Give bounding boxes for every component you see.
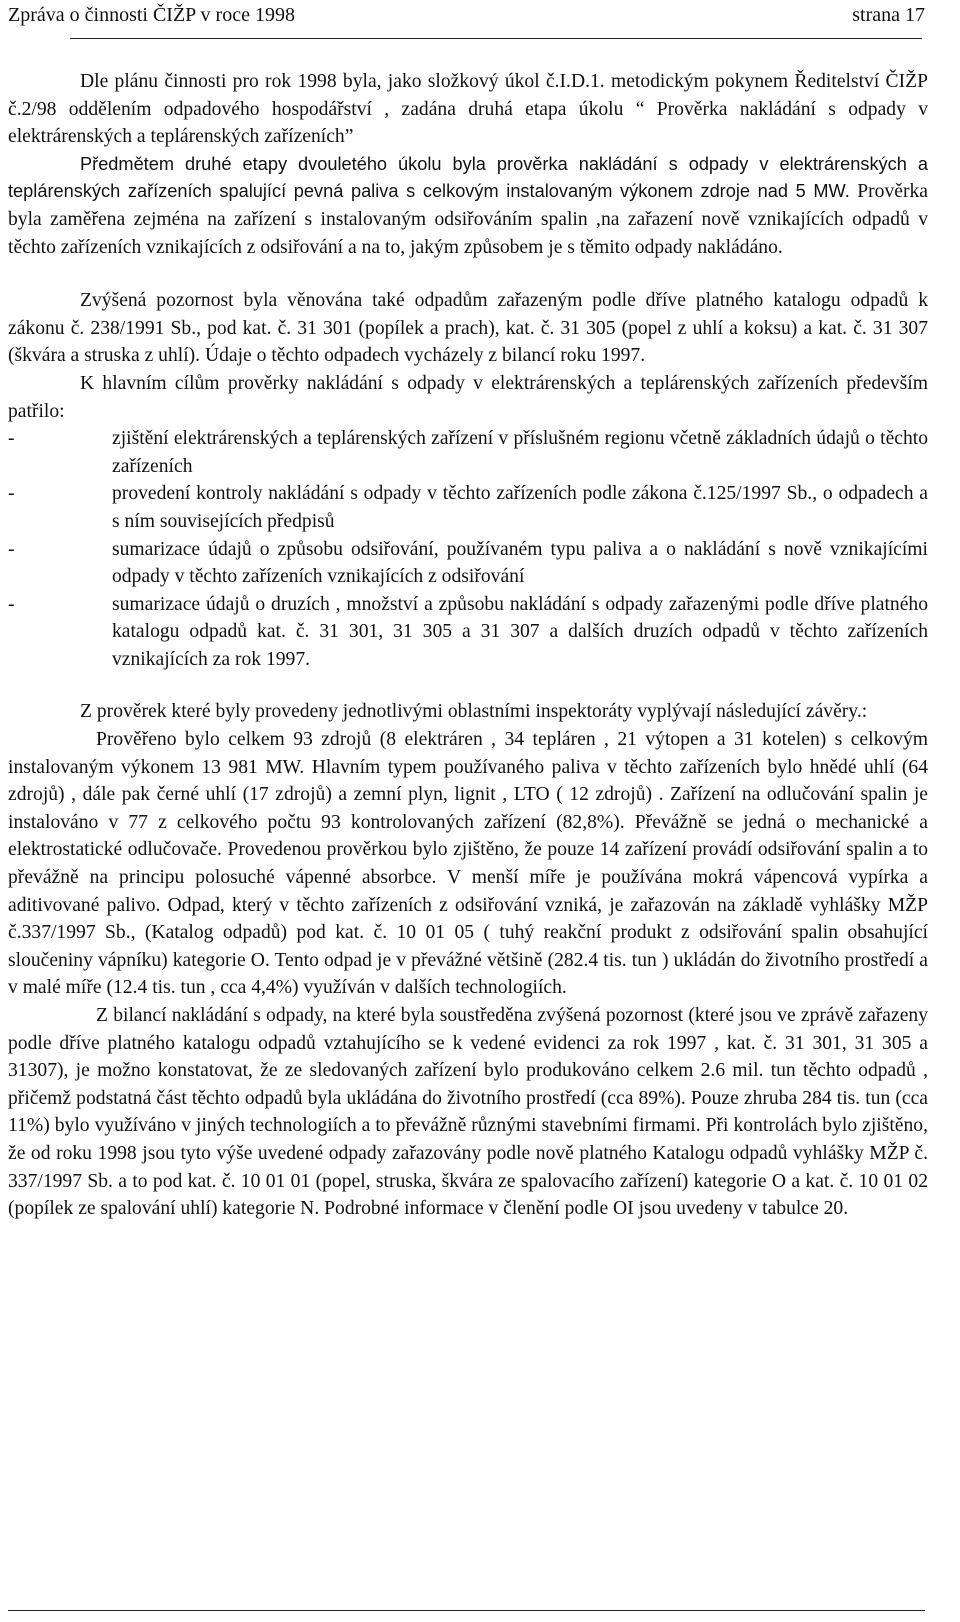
- list-item-text: sumarizace údajů o způsobu odsiřování, používaném typu paliva a o nakládání s nově vznikajícími odpady v těchto zařízeních vznikajících z odsiřování: [112, 538, 928, 588]
- paragraph-goals-intro: K hlavním cílům prověrky nakládání s odpady v elektrárenských a teplárenských zařízeních především patřilo:: [8, 372, 928, 422]
- list-dash: -: [8, 538, 15, 560]
- page-header: [8, 4, 925, 26]
- paragraph-attention: Zvýšená pozornost byla věnována také odpadům zařazeným podle dříve platného katalogu odpadů k zákonu č. 238/1991 Sb., pod kat. č. 31 301 (popílek a prach), kat. č. 31 305 (popel z uhlí a koksu) a kat. č. 31 307 (škvára a struska z uhlí). Údaje o těchto odpadech vycházely z bilancí roku 1997.: [8, 290, 928, 367]
- list-item-text: zjištění elektrárenských a teplárenských zařízení v příslušném regionu včetně základních údajů o těchto zařízeních: [112, 428, 928, 477]
- paragraph-subject-sans: Předmětem druhé etapy dvouletého úkolu byla prověrka nakládání s odpady v elektrárenských a teplárenských zařízeních spalující pevná paliva s celkovým instalovaným výkonem zdroje nad 5 MW.: [8, 153, 928, 202]
- report-title: Zpráva o činnosti ČIŽP v roce 1998: [8, 4, 295, 26]
- paragraph-findings: Prověřeno bylo celkem 93 zdrojů (8 elektráren , 34 tepláren , 21 výtopen a 31 kotelen) s celkovým instalovaným výkonem 13 981 MW. Hlavním typem používaného paliva v těchto zařízeních bylo hnědé uhlí (64 zdrojů) , dále pak černé uhlí (17 zdrojů) a zemní plyn, lignit , LTO ( 12 zdrojů) . Zařízení na odlučování spalin je instalováno v 77 z celkového počtu 93 kontrolovaných zařízení (82,8%). Převážně se jedná o mechanické a elektrostatické odlučovače. Provedenou prověrkou bylo zjištěno, že pouze 14 zařízení provádí odsiřování spalin a to převážně na principu polosuché vápenné absorbce. V menší míře je používána mokrá vápencová vypírka a aditivované palivo. Odpad, který v těchto zařízeních z odsiřování vzniká, je zařazován na základě vyhlášky MŽP č.337/1997 Sb., (Katalog odpadů) pod kat. č. 10 01 05 ( tuhý reakční produkt z odsiřování spalin obsahující sloučeniny vápníku) kategorie O. Tento odpad je v převážné většině (282.4 tis. tun ) ukládán do životního prostředí a v malé míře (12.4 tis. tun , cca 4,4%) využíván v dalších technologiích.: [8, 729, 928, 999]
- page-number: strana 17: [852, 4, 925, 26]
- paragraph-spacer: [8, 673, 928, 698]
- paragraph-spacer: [8, 261, 928, 287]
- list-item: [8, 425, 928, 480]
- paragraph-balances: Z bilancí nakládání s odpady, na které byla soustředěna zvýšená pozornost (které jsou ve zprávě zařazeny podle dříve platného katalogu odpadů vztahujícího se k vedené evidenci za rok 1997 , kat. č. 31 301, 31 305 a 31307), je možno konstatovat, že ze sledovaných zařízení bylo produkováno celkem 2.6 mil. tun těchto odpadů , přičemž podstatná část těchto odpadů byla ukládána do životního prostředí (cca 89%). Pouze zhruba 284 tis. tun (cca 11%) bylo využíváno v jiných technologiích a to převážně různými stavebními firmami. Při kontrolách bylo zjištěno, že od roku 1998 jsou tyto výše uvedené odpady zařazovány podle nově platného Katalogu odpadů vyhlášky MŽP č. 337/1997 Sb. a to pod kat. č. 10 01 01 (popel, struska, škvára ze spalovacího zařízení) kategorie O a kat. č. 10 01 02 (popílek ze spalování uhlí) kategorie N. Podrobné informace v členění podle OI jsou uvedeny v tabulce 20.: [8, 1005, 928, 1220]
- list-item: [8, 591, 928, 674]
- list-item: [8, 480, 928, 535]
- paragraph-assignment: Dle plánu činnosti pro rok 1998 byla, jako složkový úkol č.I.D.1. metodickým pokynem Ředitelství ČIŽP č.2/98 oddělením odpadového hospodářství , zadána druhá etapa úkolu “ Prověrka nakládání s odpady v elektrárenských a teplárenských zařízeních”: [8, 71, 928, 148]
- goals-list: [8, 425, 928, 673]
- paragraph-subject: [8, 151, 928, 261]
- paragraph-conclusions-intro: Z prověrek které byly provedeny jednotlivými oblastními inspektoráty vyplývají následující závěry.:: [80, 701, 868, 723]
- list-dash: -: [8, 483, 15, 505]
- document-body: [8, 68, 928, 1223]
- header-divider: [70, 38, 922, 39]
- paragraph-subject-serif: Prověrka byla zaměřena zejména na zařízení s instalovaným odsiřováním spalin ,na zařazení nově vznikajících odpadů v těchto zařízeních vznikajících z odsiřování a na to, jakým způsobem je s těmito odpady nakládáno.: [8, 181, 928, 258]
- list-dash: -: [8, 428, 15, 450]
- list-item-text: sumarizace údajů o druzích , množství a způsobu nakládání s odpady zařazenými podle dříve platného katalogu odpadů kat. č. 31 301, 31 305 a 31 307 a dalších druzích odpadů v těchto zařízeních vznikajících za rok 1997.: [112, 593, 928, 670]
- list-item-text: provedení kontroly nakládání s odpady v těchto zařízeních podle zákona č.125/1997 Sb., o odpadech a s ním souvisejících předpisů: [112, 483, 928, 532]
- list-dash: -: [8, 593, 15, 615]
- list-item: [8, 536, 928, 591]
- footer-divider: [8, 1610, 925, 1611]
